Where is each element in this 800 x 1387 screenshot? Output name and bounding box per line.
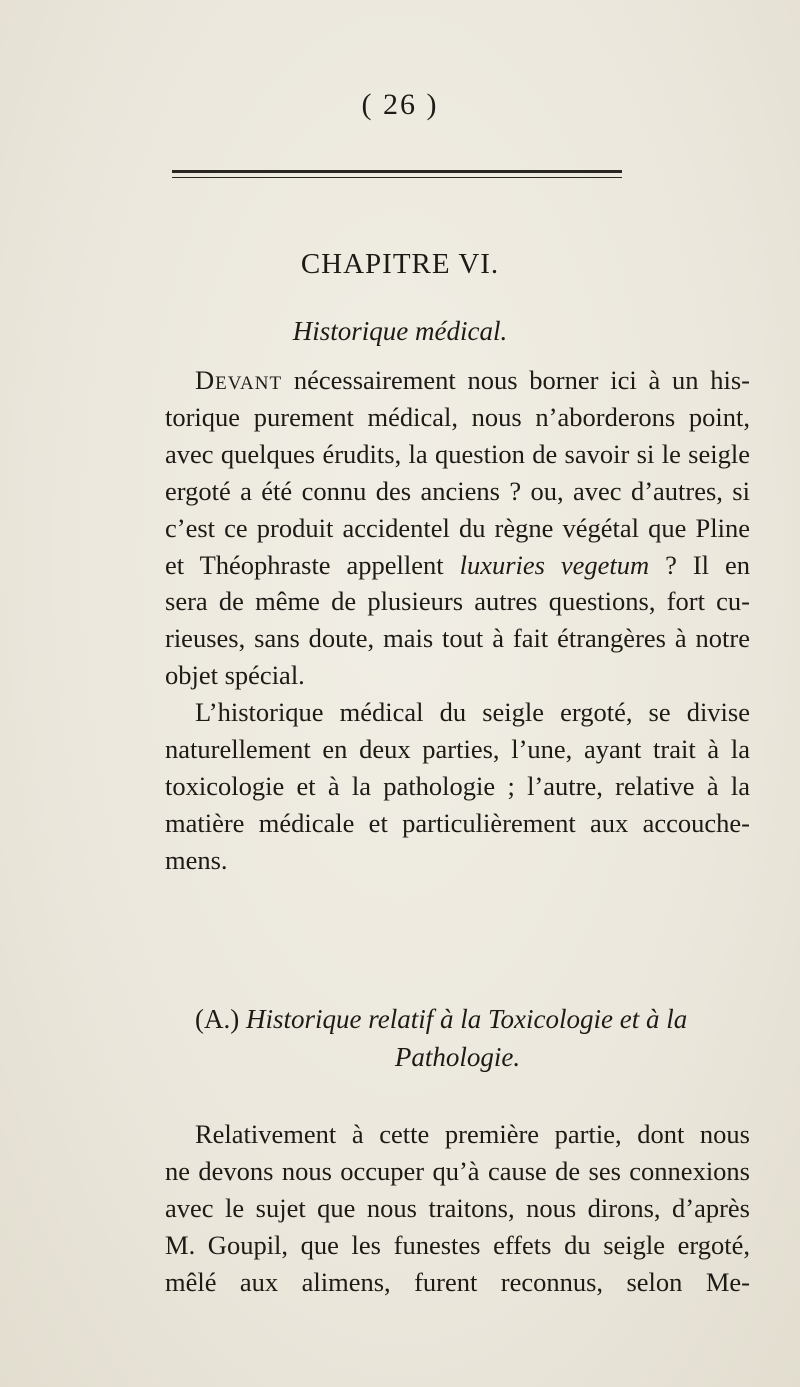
paragraph-line: avec quelques érudits, la question de savoir si le seigle [165, 438, 750, 469]
subheading-line [165, 1000, 750, 1038]
lead-word: Devant [195, 365, 283, 395]
line-text: et Théophraste appellent [165, 549, 460, 580]
paragraph-line: torique purement médical, nous n’aborderons point, [165, 401, 750, 432]
paragraph-2-line: naturellement en deux parties, l’une, ayant trait à la [165, 734, 750, 765]
paragraph-line: Relativement à cette première partie, dont nous [195, 1119, 750, 1149]
subheading [165, 1000, 750, 1076]
paragraph-2-line: matière médicale et particulièrement aux accouche- [165, 807, 750, 838]
paragraph-line: avec le sujet que nous traitons, nous dirons, d’après [165, 1192, 750, 1223]
subheading-title: Historique relatif à la Toxicologie et à la [245, 1004, 688, 1034]
paragraph-2-line: L’historique médical du seigle ergoté, se divise [195, 697, 750, 728]
paragraph-1 [165, 362, 750, 879]
paragraph-2-line: toxicologie et à la pathologie ; l’autre, relative à la [165, 770, 750, 801]
paragraph-line: M. Goupil, que les funestes effets du seigle ergoté, [165, 1229, 750, 1260]
paragraph-line: mêlé aux alimens, furent reconnus, selon Me- [165, 1266, 750, 1297]
paragraph-3 [165, 1116, 750, 1301]
chapter-title: CHAPITRE VI. [300, 248, 500, 280]
paragraph-line: c’est ce produit accidentel du règne végétal que Pline [165, 512, 750, 543]
paragraph-line: ne devons nous occuper qu’à cause de ses connexions [165, 1155, 750, 1186]
paragraph-line: sera de même de plusieurs autres questions, fort cu- [165, 586, 750, 617]
paragraph-2-line: mens. [165, 844, 228, 875]
line-text: ? Il en [649, 549, 750, 580]
subheading-marker: (A.) [195, 1004, 246, 1034]
paragraph-line [165, 547, 750, 584]
paragraph-line: rieuses, sans doute, mais tout à fait étrangères à notre [165, 623, 750, 654]
latin-term: luxuries vegetum [459, 549, 650, 580]
paragraph-line: objet spécial. [165, 660, 305, 691]
header-rule-thick [172, 170, 622, 173]
paragraph-line: ergoté a été connu des anciens ? ou, avec d’autres, si [165, 475, 750, 506]
line-text: nécessairement nous borner ici à un his- [282, 365, 750, 395]
paragraph-line [165, 362, 750, 399]
subheading-line: Pathologie. [394, 1042, 521, 1072]
section-title: Historique médical. [292, 316, 508, 346]
header-rule-thin [172, 177, 622, 178]
page-number: ( 26 ) [361, 88, 439, 121]
